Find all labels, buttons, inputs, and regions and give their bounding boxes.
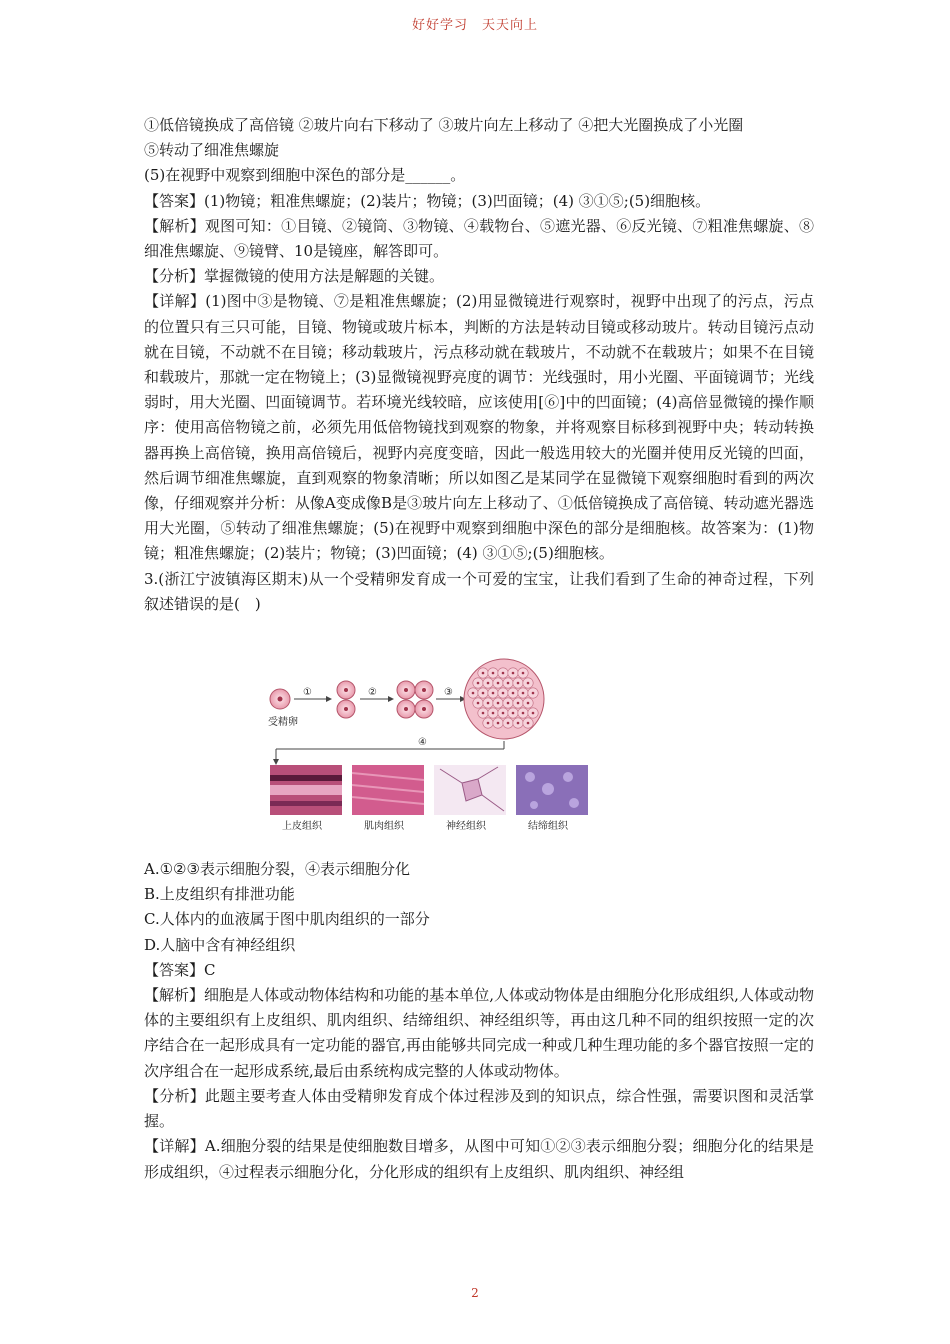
cell-nucleus xyxy=(527,722,530,725)
step-2-label: ② xyxy=(368,687,377,699)
page-content xyxy=(144,113,814,1185)
cell-nucleus xyxy=(472,692,475,695)
four-cell-stage xyxy=(397,681,433,718)
step-1-label: ① xyxy=(303,687,312,699)
analysis-paragraph: 【解析】观图可知：①目镜、②镜筒、③物镜、④载物台、⑤遮光器、⑥反光镜、⑦粗准焦螺旋、⑧细准焦螺旋、⑨镜臂、10是镜座，解答即可。 xyxy=(144,216,814,261)
option-a: A.①②③表示细胞分裂，④表示细胞分化 xyxy=(144,860,410,879)
option-d: D.人脑中含有神经组织 xyxy=(144,935,296,954)
cell-nucleus xyxy=(497,682,500,685)
cell-nucleus xyxy=(502,692,505,695)
egg-label: 受精卵 xyxy=(268,717,298,729)
cell-nucleus xyxy=(477,702,480,705)
cell-development-figure xyxy=(268,655,598,835)
answer-c: 【答案】C xyxy=(144,960,216,979)
step-4-label: ④ xyxy=(418,737,427,749)
cell-nucleus xyxy=(497,722,500,725)
cell-nucleus xyxy=(482,692,485,695)
option-line-1: ①低倍镜换成了高倍镜 ②玻片向右下移动了 ③玻片向左上移动了 ④把大光圈换成了小光圈 xyxy=(144,116,744,134)
analysis-2: 【解析】细胞是人体或动物体结构和功能的基本单位,人体或动物体是由细胞分化形成组织,人体或动物体的主要组织有上皮组织、肌肉组织、结缔组织、神经组织等，再由这几种不同的组织按照一定的次序结合在一起形成具有一定功能的器官,再由能够共同完成一种或几种生理功能的多个器官按照一定的次序组合在一起形成系统,最后由系统构成完整的人体或动物体。 xyxy=(144,986,814,1080)
epithelial-tissue-image xyxy=(270,765,342,815)
cell-nucleus xyxy=(502,712,505,715)
cell-nucleus xyxy=(527,702,530,705)
cell-mass xyxy=(464,659,544,739)
nerve-tissue-image xyxy=(434,765,506,815)
cell-nucleus xyxy=(492,672,495,675)
two-cell-stage xyxy=(337,681,355,718)
cell-nucleus xyxy=(527,682,530,685)
fertilized-egg xyxy=(270,689,290,709)
cell-nucleus xyxy=(487,682,490,685)
cell-nucleus xyxy=(492,692,495,695)
page-header: 好好学习 天天向上 xyxy=(411,18,538,33)
page-number: 2 xyxy=(471,1286,479,1300)
cell-nucleus xyxy=(512,712,515,715)
tissue-label-epithelial: 上皮组织 xyxy=(282,821,322,833)
tissue-label-connective: 结缔组织 xyxy=(528,821,568,833)
note-2: 【分析】此题主要考查人体由受精卵发育成个体过程涉及到的知识点，综合性强，需要识图和灵活掌握。 xyxy=(144,1086,814,1131)
cell-nucleus xyxy=(522,692,525,695)
cell-nucleus xyxy=(512,692,515,695)
answer-paragraph: 【答案】(1)物镜；粗准焦螺旋；(2)装片；物镜；(3)凹面镜；(4) ③①⑤;(5)细胞核。 xyxy=(144,191,711,210)
step-3-label: ③ xyxy=(444,687,453,699)
cell-nucleus xyxy=(482,712,485,715)
detail-paragraph: 【详解】(1)图中③是物镜、⑦是粗准焦螺旋；(2)用显微镜进行观察时，视野中出现了的污点，污点的位置只有三只可能，目镜、物镜或玻片标本，判断的方法是转动目镜或移动玻片。转动目镜污点动就在目镜，不动就不在目镜；移动载玻片，污点移动就在载玻片，不动就不在载玻片；如果不在目镜和载玻片，那就一定在物镜上；(3)显微镜视野亮度的调节：光线强时，用小光圈、平面镜调节；光线弱时，用大光圈、凹面镜调节。若环境光线较暗，应该使用[⑥]中的凹面镜；(4)高倍显微镜的操作顺序：使用高倍物镜之前，必须先用低倍物镜找到观察的物象，并将观察目标移到视野中央；转动转换器再换上高倍镜，换用高倍镜后，视野内亮度变暗，因此一般选用较大的光圈并使用反光镜的凹面，然后调节细准焦螺旋，直到观察的物象清晰；所以如图乙是某同学在显微镜下观察细胞时看到的两次像，仔细观察并分析：从像A变成像B是③玻片向左上移动了、①低倍镜换成了高倍镜、转动遮光器选用大光圈，⑤转动了细准焦螺旋；(5)在视野中观察到细胞中深色的部分是细胞核。故答案为：(1)物镜；粗准焦螺旋；(2)装片；物镜；(3)凹面镜；(4) ③①⑤;(5)细胞核。 xyxy=(144,292,814,563)
question-3: 3.(浙江宁波镇海区期末)从一个受精卵发育成一个可爱的宝宝，让我们看到了生命的神奇过程，下列叙述错误的是( ) xyxy=(144,569,814,613)
muscle-tissue-image xyxy=(352,765,424,815)
option-b: B.上皮组织有排泄功能 xyxy=(144,885,295,904)
cell-nucleus xyxy=(517,702,520,705)
cell-nucleus xyxy=(507,682,510,685)
detail-2: 【详解】A.细胞分裂的结果是使细胞数目增多，从图中可知①②③表示细胞分裂；细胞分化的结果是形成组织，④过程表示细胞分化，分化形成的组织有上皮组织、肌肉组织、神经组 xyxy=(144,1137,814,1181)
cell-nucleus xyxy=(507,722,510,725)
cell-nucleus xyxy=(532,692,535,695)
option-c: C.人体内的血液属于图中肌肉组织的一部分 xyxy=(144,910,430,929)
cell-nucleus xyxy=(522,672,525,675)
cell-nucleus xyxy=(522,712,525,715)
cell-nucleus xyxy=(517,682,520,685)
cell-nucleus xyxy=(482,672,485,675)
cell-nucleus xyxy=(507,702,510,705)
cell-nucleus xyxy=(502,672,505,675)
cell-nucleus xyxy=(487,702,490,705)
tissue-label-nerve: 神经组织 xyxy=(446,821,486,833)
option-line-2: ⑤转动了细准焦螺旋 xyxy=(144,141,280,160)
cell-nucleus xyxy=(497,702,500,705)
cell-nucleus xyxy=(492,712,495,715)
tissue-label-muscle: 肌肉组织 xyxy=(364,821,404,833)
connective-tissue-image xyxy=(516,765,588,815)
cell-nucleus xyxy=(487,722,490,725)
cell-nucleus xyxy=(477,682,480,685)
cell-nucleus xyxy=(532,712,535,715)
cell-nucleus xyxy=(512,672,515,675)
question-5: (5)在视野中观察到细胞中深色的部分是______。 xyxy=(144,166,466,185)
note-paragraph: 【分析】掌握微镜的使用方法是解题的关键。 xyxy=(144,267,445,286)
cell-nucleus xyxy=(517,722,520,725)
